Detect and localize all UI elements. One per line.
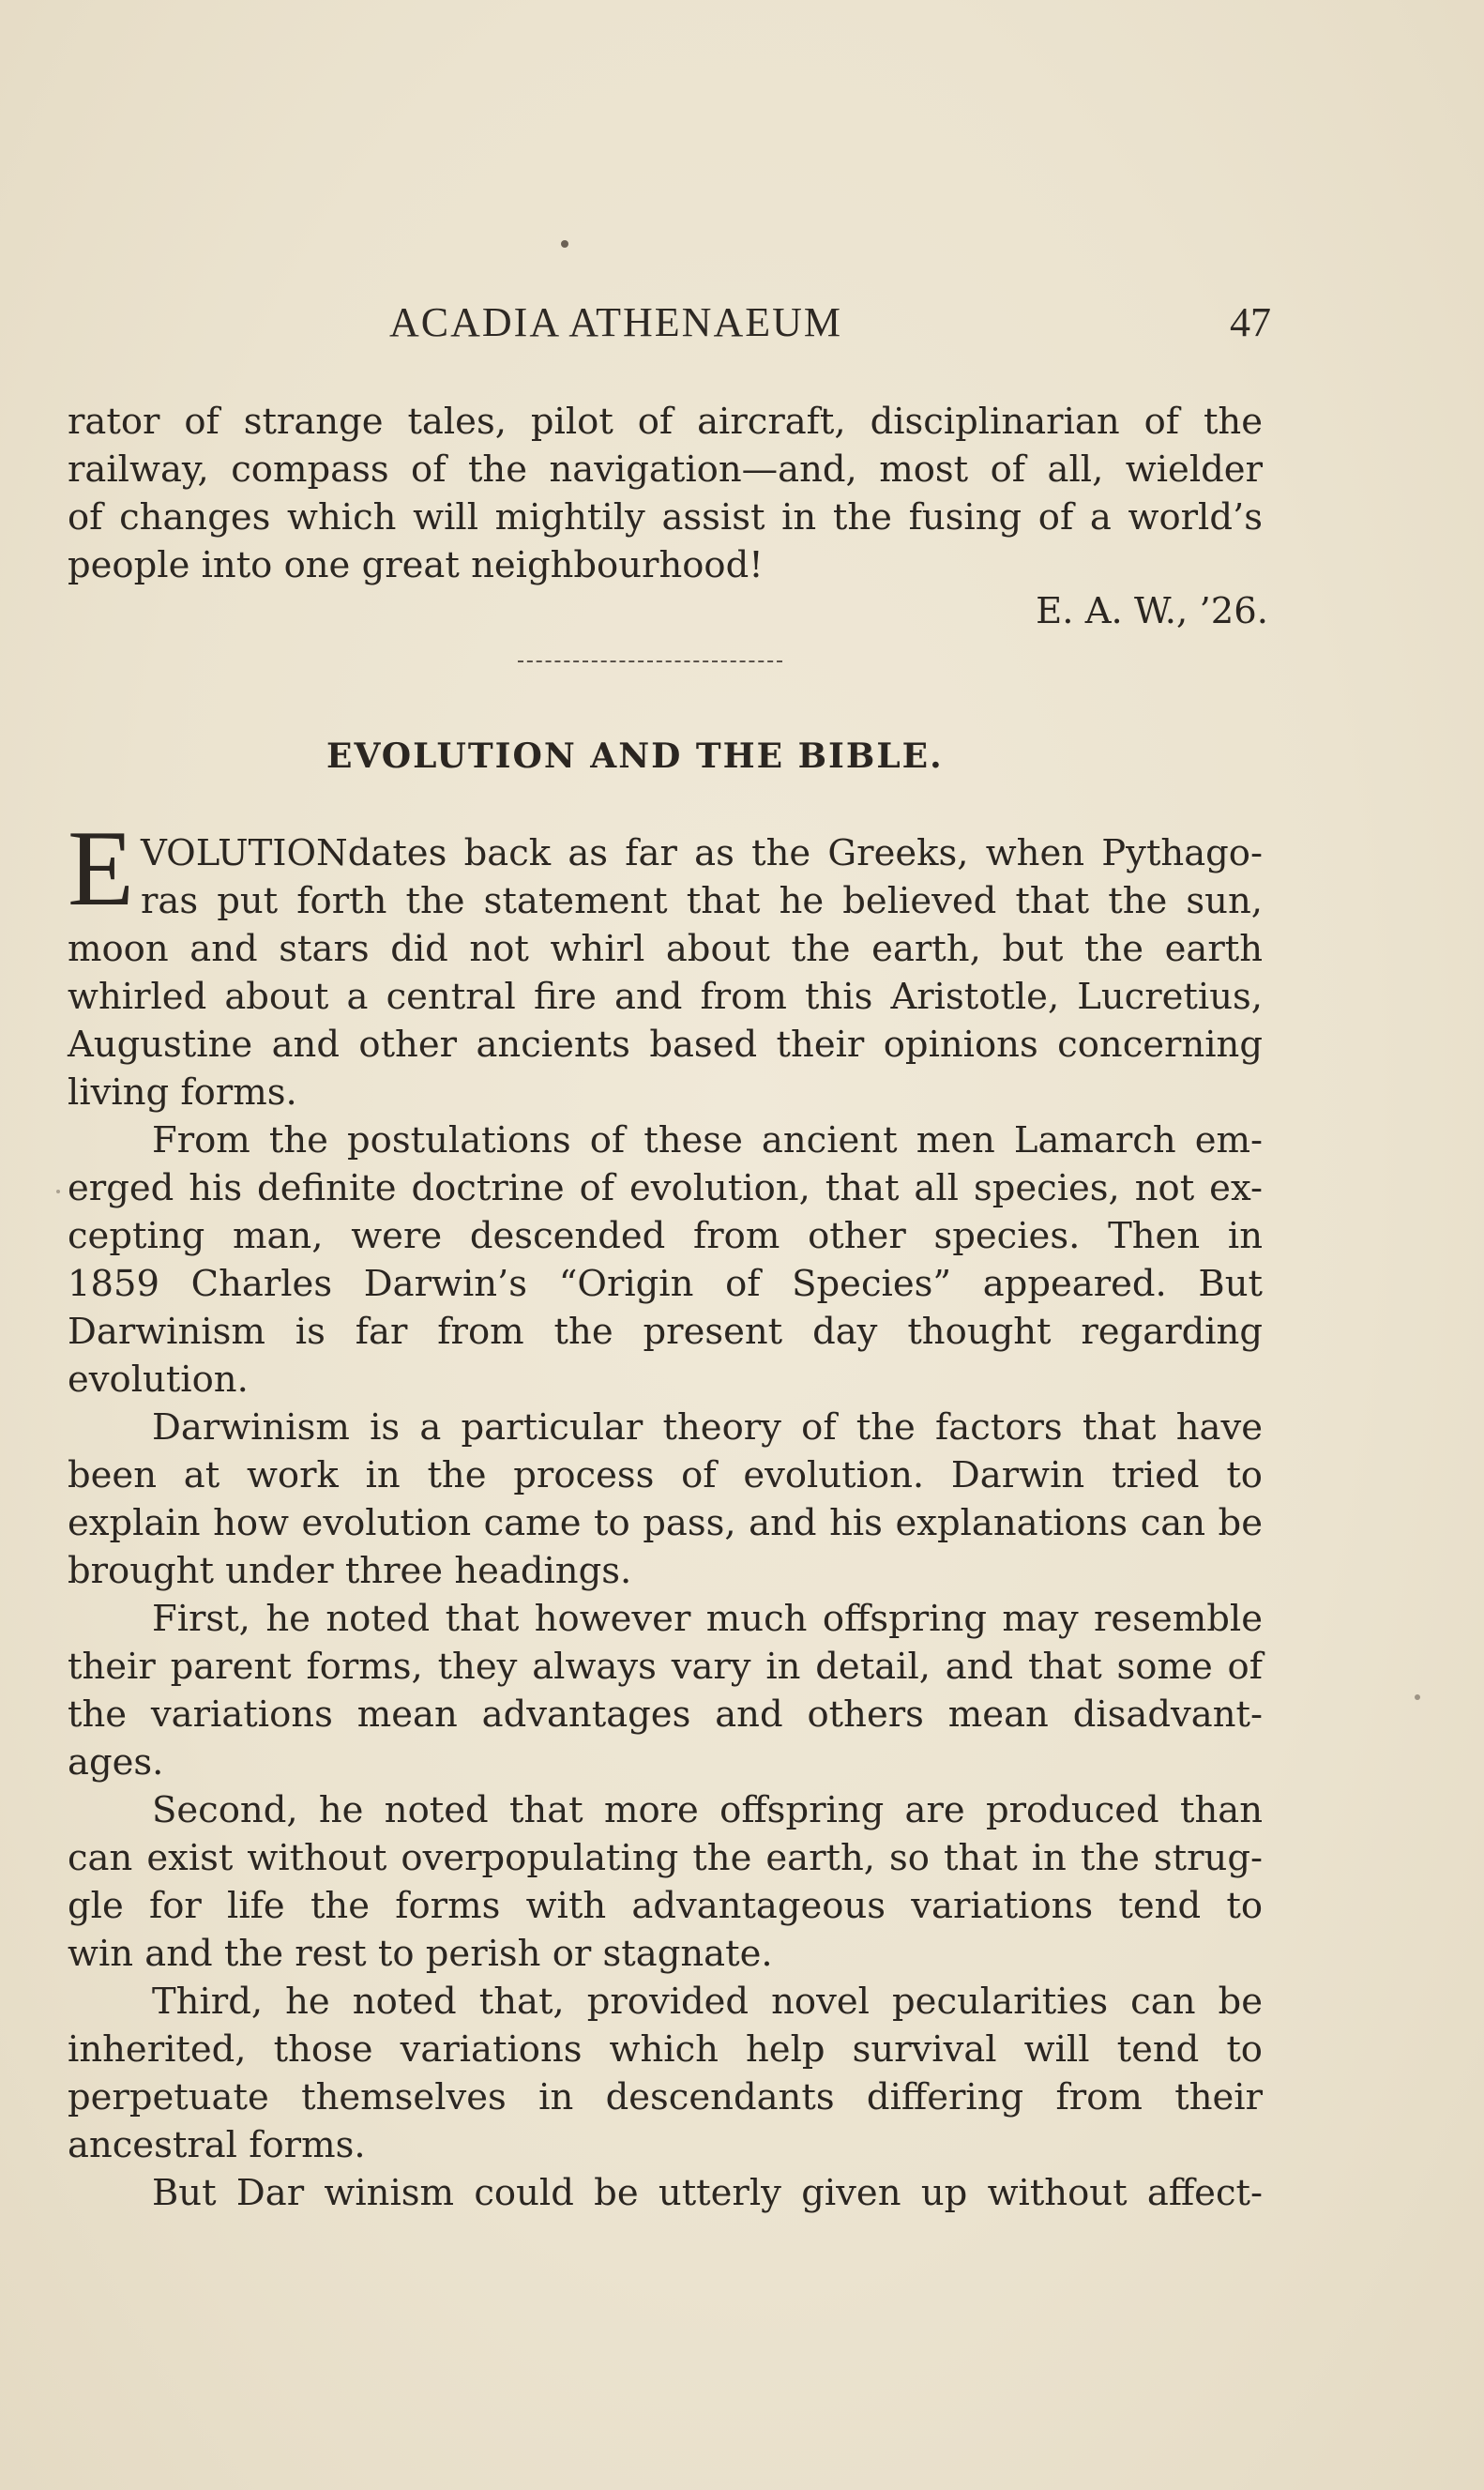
text-line: evolution. <box>68 1359 249 1401</box>
paragraph-4 <box>68 1595 1263 1786</box>
text-line: rator of strange tales, pilot of aircraft, disciplinarian of the <box>68 401 1263 443</box>
drop-cap-lines <box>141 829 1263 925</box>
paragraph-5 <box>68 1786 1263 1978</box>
text-line: ras put forth the statement that he believed that the sun, <box>141 880 1263 922</box>
text-line: living forms. <box>68 1071 297 1114</box>
page-number: 47 <box>1230 299 1271 345</box>
text-line: people into one great neighbourhood! <box>68 544 764 586</box>
text-line: Darwinism is far from the present day thought regarding <box>68 1311 1263 1353</box>
text-line: of changes which will mightily assist in the fusing of a world’s <box>68 496 1263 539</box>
article-title: EVOLUTION AND THE BIBLE. <box>326 736 944 776</box>
paragraph-6 <box>68 1978 1263 2169</box>
text-line: railway, compass of the navigation—and, most of all, wielder <box>68 448 1263 491</box>
text-line: Augustine and other ancients based their opinions concerning <box>68 1024 1263 1066</box>
text-line: brought under three headings. <box>68 1550 632 1592</box>
text-line: win and the rest to perish or stagnate. <box>68 1933 773 1975</box>
text-line: ancestral forms. <box>68 2124 366 2166</box>
text-line: inherited, those variations which help survival will tend to <box>68 2028 1263 2071</box>
drop-cap: E <box>68 809 134 929</box>
text-line: moon and stars did not whirl about the earth, but the earth <box>68 928 1263 970</box>
paragraph-3 <box>68 1404 1263 1595</box>
text-line: can exist without overpopulating the earth, so that in the strug- <box>68 1837 1263 1879</box>
text-line: Third, he noted that, provided novel pecularities can be <box>152 1981 1263 2023</box>
text-line: VOLUTIONdates back as far as the Greeks, when Pythago- <box>141 832 1263 874</box>
previous-article-ending <box>68 398 1263 589</box>
text-line: whirled about a central fire and from this Aristotle, Lucretius, <box>68 976 1263 1018</box>
text-line: perpetuate themselves in descendants differing from their <box>68 2076 1263 2118</box>
paragraph-2 <box>68 1116 1263 1404</box>
text-line: From the postulations of these ancient men Lamarch em- <box>152 1119 1263 1161</box>
text-line: ages. <box>68 1741 164 1784</box>
text-line: 1859 Charles Darwin’s “Origin of Species” appeared. But <box>68 1263 1263 1305</box>
section-divider <box>518 660 782 662</box>
journal-title: ACADIA ATHENAEUM <box>389 299 842 345</box>
paragraph-1 <box>68 925 1263 1116</box>
running-header <box>389 298 1271 351</box>
author-signature: E. A. W., ’26. <box>1036 590 1268 632</box>
text-line: erged his definite doctrine of evolution, that all species, not ex- <box>68 1167 1263 1209</box>
text-line: Second, he noted that more offspring are produced than <box>152 1789 1263 1831</box>
text-line: the variations mean advantages and others mean disadvant- <box>68 1693 1263 1736</box>
text-line: But Dar winism could be utterly given up without affect- <box>152 2172 1263 2214</box>
text-line: Darwinism is a particular theory of the factors that have <box>152 1406 1263 1449</box>
text-line: their parent forms, they always vary in detail, and that some of <box>68 1646 1263 1688</box>
text-line: cepting man, were descended from other species. Then in <box>68 1215 1263 1257</box>
paragraph-7 <box>68 2169 1263 2217</box>
ink-speck <box>1415 1694 1420 1700</box>
text-line: explain how evolution came to pass, and his explanations can be <box>68 1502 1263 1544</box>
ink-speck <box>56 1190 60 1193</box>
ink-speck <box>561 240 568 248</box>
article-body <box>68 925 1263 2217</box>
text-line: gle for life the forms with advantageous variations tend to <box>68 1885 1263 1927</box>
text-line: been at work in the process of evolution. Darwin tried to <box>68 1454 1263 1496</box>
text-line: First, he noted that however much offspring may resemble <box>152 1598 1263 1640</box>
